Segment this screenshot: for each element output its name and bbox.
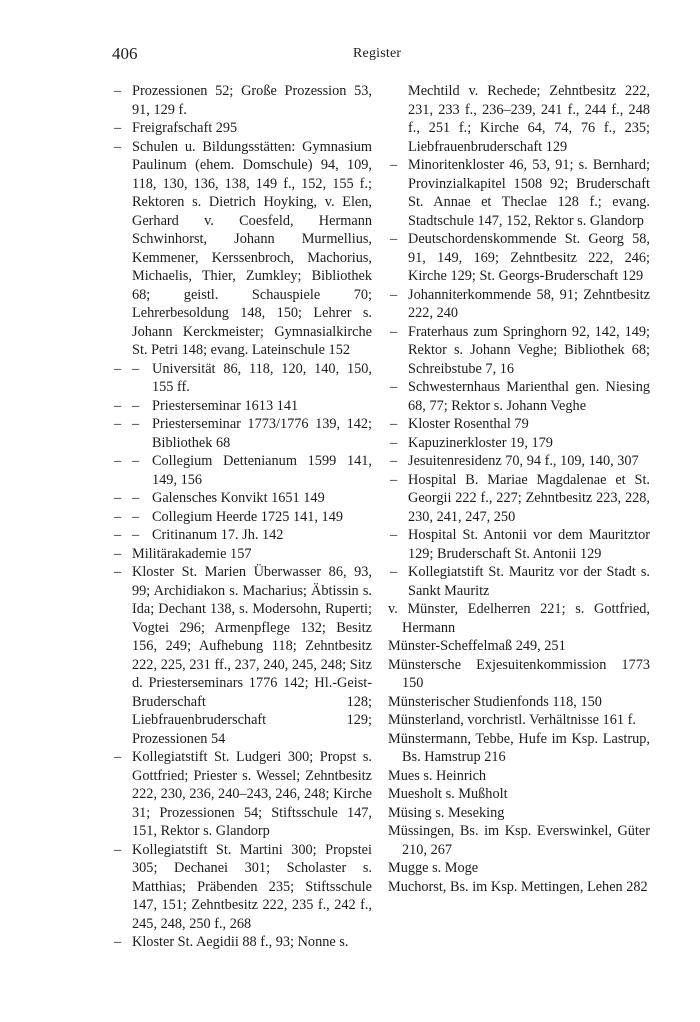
index-entry — [112, 452, 372, 489]
index-entry — [388, 526, 650, 563]
entry-dash: – — [114, 397, 122, 414]
entry-text: Müsing s. Meseking — [388, 804, 505, 821]
index-entry — [388, 804, 650, 823]
index-entry — [388, 471, 650, 527]
entry-text: Priesterseminar 1613 141 — [152, 397, 299, 414]
index-entry — [388, 415, 650, 434]
entry-text: Johanniterkommende 58, 91; Zehntbesitz 222, 240 — [408, 286, 650, 321]
index-entry — [388, 378, 650, 415]
index-entry — [388, 82, 650, 156]
entry-dash: – — [114, 83, 122, 99]
entry-dash: – — [390, 323, 398, 340]
entry-dash: – — [114, 841, 122, 858]
entry-dash: – — [114, 564, 122, 580]
entry-dash: – — [114, 490, 122, 506]
entry-text: Jesuitenresidenz 70, 94 f., 109, 140, 307 — [408, 453, 639, 469]
index-entry — [112, 508, 372, 527]
index-entry — [112, 748, 372, 841]
entry-subdash: – — [132, 453, 140, 469]
index-entry — [388, 767, 650, 786]
entry-text: Prozessionen 52; Große Prozession 53, 91, 129 f. — [132, 83, 372, 118]
index-entry — [112, 360, 372, 397]
index-entry — [388, 323, 650, 379]
entry-dash: – — [390, 434, 398, 451]
index-column-left — [112, 82, 372, 952]
entry-dash: – — [390, 157, 398, 173]
index-entry — [388, 156, 650, 230]
entry-text: Kollegiatstift St. Ludgeri 300; Propst s. Gottfried; Priester s. Wessel; Zehntbesitz 222, 230, 236, 240–243, 246, 248; Kirche 31; Prozessionen 54; Stiftsschule 147, 151, Rektor s. Glandorp — [132, 749, 372, 839]
entry-text: Collegium Dettenianum 1599 141, 149, 156 — [152, 453, 372, 488]
index-entry — [388, 859, 650, 878]
index-entry — [388, 452, 650, 471]
entry-dash: – — [390, 286, 398, 303]
page-number: 406 — [112, 44, 138, 63]
entry-text: Priesterseminar 1773/1776 139, 142; Bibliothek 68 — [152, 416, 372, 451]
entry-text: Müssingen, Bs. im Ksp. Everswinkel, Güter 210, 267 — [388, 823, 650, 858]
index-entry — [388, 656, 650, 693]
entry-dash: – — [390, 379, 398, 395]
entry-text: Minoritenkloster 46, 53, 91; s. Bernhard; Provinzialkapitel 1508 92; Bruderschaft St. Annae et Theclae 128 f.; evang. Stadtschule 147, 152, Rektor s. Glandorp — [408, 157, 650, 229]
entry-dash: – — [390, 527, 398, 543]
entry-text: Deutschordenskommende St. Georg 58, 91, 149, 169; Zehntbesitz 222, 246; Kirche 129; St. Georgs-Bruderschaft 129 — [408, 231, 650, 284]
entry-text: Mechtild v. Rechede; Zehntbesitz 222, 231, 233 f., 236–239, 241 f., 244 f., 248 f., 251 f.; Kirche 64, 74, 76 f., 235; Liebfrauenbruderschaft 129 — [408, 83, 650, 155]
entry-subdash: – — [132, 416, 140, 432]
entry-subdash: – — [132, 360, 140, 377]
entry-text: Kloster St. Aegidii 88 f., 93; Nonne s. — [132, 934, 349, 950]
index-entry — [112, 841, 372, 934]
running-head: Register — [353, 46, 402, 61]
index-entry — [388, 637, 650, 656]
entry-text: Collegium Heerde 1725 141, 149 — [152, 508, 343, 525]
entry-text: Kollegiatstift St. Mauritz vor der Stadt s. Sankt Mauritz — [408, 564, 650, 599]
index-column-right — [388, 82, 650, 896]
entry-dash: – — [390, 453, 398, 469]
index-entry — [388, 563, 650, 600]
entry-dash: – — [114, 416, 122, 432]
entry-subdash: – — [132, 397, 140, 414]
entry-text: Münsterland, vorchristl. Verhältnisse 161 f. — [388, 712, 636, 728]
entry-dash: – — [114, 508, 122, 525]
entry-text: Freigrafschaft 295 — [132, 120, 238, 136]
index-entry — [388, 711, 650, 730]
entry-text: Kapuzinerkloster 19, 179 — [408, 434, 553, 451]
entry-dash: – — [390, 471, 398, 488]
entry-text: Kloster Rosenthal 79 — [408, 416, 529, 432]
entry-text: Universität 86, 118, 120, 140, 150, 155 ff. — [152, 360, 372, 395]
index-entry — [112, 563, 372, 748]
index-entry — [388, 785, 650, 804]
index-entry — [112, 489, 372, 508]
entry-dash: – — [390, 231, 398, 247]
entry-text: Schulen u. Bildungsstätten: Gymnasium Paulinum (ehem. Domschule) 94, 109, 118, 130, 136, 138, 149 f., 152, 155 f.; Rektoren s. Dietrich Hoyking, v. Elen, Gerhard v. Coesfeld, Hermann Schwinhorst, Johann Murmellius, Kemmener, Kerssenbroch, Machorius, Michaelis, Thier, Zumkley; Bibliothek 68; geistl. Schauspiele 70; Lehrerbesoldung 148, 150; Lehrer s. Johann Kerckmeister; Gymnasialkirche St. Petri 148; evang. Lateinschule 152 — [132, 138, 372, 358]
entry-subdash: – — [132, 508, 140, 525]
entry-text: Hospital St. Antonii vor dem Mauritztor 129; Bruderschaft St. Antonii 129 — [408, 527, 650, 562]
index-entry — [388, 730, 650, 767]
index-entry — [112, 415, 372, 452]
index-entry — [388, 693, 650, 712]
entry-dash: – — [114, 545, 122, 562]
index-entry — [112, 933, 372, 952]
entry-dash: – — [390, 564, 398, 580]
entry-text: Militärakademie 157 — [132, 545, 252, 562]
entry-text: Fraterhaus zum Springhorn 92, 142, 149; Rektor s. Johann Veghe; Bibliothek 68; Schreibstube 7, 16 — [408, 323, 650, 377]
entry-dash: – — [114, 527, 122, 543]
index-entry — [112, 82, 372, 119]
entry-text: Kollegiatstift St. Martini 300; Propstei 305; Dechanei 301; Scholaster s. Matthias; Präbenden 235; Stiftsschule 147, 151; Zehntbesitz 222, 235 f., 242 f., 245, 248, 250 f., 268 — [132, 841, 372, 932]
index-entry — [112, 119, 372, 138]
entry-dash: – — [390, 416, 398, 432]
entry-dash: – — [114, 360, 122, 377]
entry-text: v. Münster, Edelherren 221; s. Gottfried, Hermann — [388, 601, 650, 636]
entry-dash: – — [114, 749, 122, 765]
index-entry — [112, 545, 372, 564]
index-entry — [388, 434, 650, 453]
entry-text: Schwesternhaus Marienthal gen. Niesing 68, 77; Rektor s. Johann Veghe — [408, 379, 650, 414]
index-entry — [112, 138, 372, 360]
entry-text: Critinanum 17. Jh. 142 — [152, 527, 284, 543]
index-entry — [112, 526, 372, 545]
entry-text: Münster-Scheffelmaß 249, 251 — [388, 638, 566, 654]
entry-text: Münstersche Exjesuitenkommission 1773 150 — [388, 656, 650, 691]
index-entry — [388, 230, 650, 286]
index-entry — [388, 286, 650, 323]
entry-text: Mugge s. Moge — [388, 860, 479, 876]
index-entry — [388, 878, 650, 897]
index-entry — [388, 600, 650, 637]
index-entry — [388, 822, 650, 859]
entry-text: Hospital B. Mariae Magdalenae et St. Georgii 222 f., 227; Zehntbesitz 223, 228, 230, 241, 247, 250 — [408, 471, 650, 525]
entry-dash: – — [114, 120, 122, 136]
entry-dash: – — [114, 138, 122, 155]
entry-text: Kloster St. Marien Überwasser 86, 93, 99; Archidiakon s. Macharius; Äbtissin s. Ida; Dechant 138, s. Modersohn, Ruperti; Vogtei 296; Armenpflege 132; Besitz 156, 249; Aufhebung 118; Zehntbesitz 222, 225, 231 ff., 237, 240, 245, 248; Sitz d. Priesterseminars 1776 142; Hl.-Geist-Bruderschaft 128; Liebfrauenbruderschaft 129; Prozessionen 54 — [132, 564, 372, 747]
entry-text: Münstermann, Tebbe, Hufe im Ksp. Lastrup, Bs. Hamstrup 216 — [388, 730, 650, 765]
entry-subdash: – — [132, 527, 140, 543]
entry-text: Muchorst, Bs. im Ksp. Mettingen, Lehen 282 — [388, 878, 648, 895]
entry-text: Mues s. Heinrich — [388, 767, 487, 784]
entry-dash: – — [114, 453, 122, 469]
index-entry — [112, 397, 372, 416]
entry-text: Galensches Konvikt 1651 149 — [152, 490, 325, 506]
entry-subdash: – — [132, 490, 140, 506]
entry-dash: – — [114, 934, 122, 950]
entry-text: Muesholt s. Mußholt — [388, 786, 508, 802]
entry-text: Münsterischer Studienfonds 118, 150 — [388, 693, 602, 710]
